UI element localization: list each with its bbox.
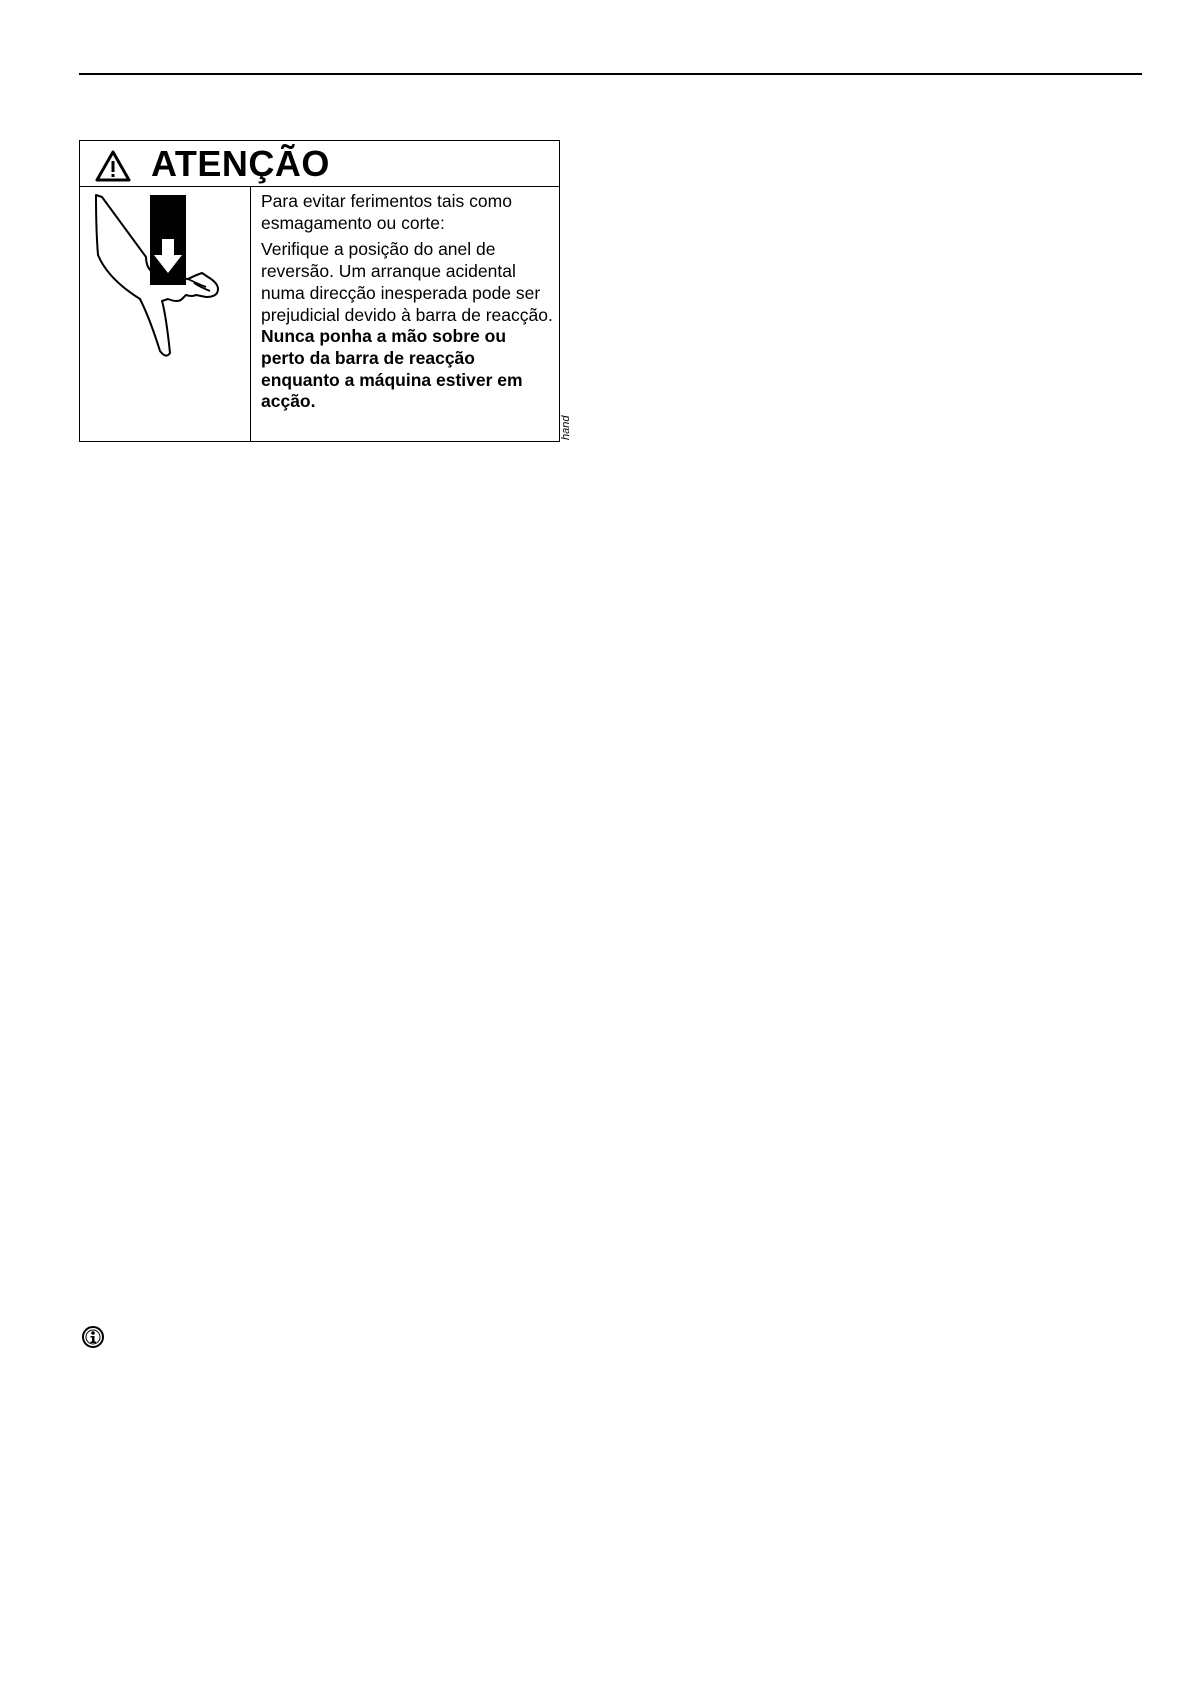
header-rule (79, 73, 1142, 75)
warning-intro: Para evitar ferimentos tais como esmagamento ou corte: (261, 191, 512, 233)
info-icon (81, 1325, 105, 1349)
side-label: hand (560, 415, 572, 440)
warning-triangle-icon (94, 149, 132, 183)
warning-emphasis: Nunca ponha a mão sobre ou perto da barra de reacção enquanto a máquina estiver em acção. (261, 326, 523, 412)
warning-text (261, 191, 553, 413)
warning-instruction: Verifique a posição do anel de reversão. Um arranque acidental numa direcção inesperada pode ser prejudicial devido à barra de reacção. (261, 239, 553, 325)
warning-box (79, 140, 560, 442)
warning-body (80, 187, 559, 441)
warning-title: ATENÇÃO (151, 143, 330, 184)
pictogram-cell (80, 187, 251, 441)
warning-header (80, 141, 559, 187)
hand-crush-warning-icon (88, 191, 244, 361)
